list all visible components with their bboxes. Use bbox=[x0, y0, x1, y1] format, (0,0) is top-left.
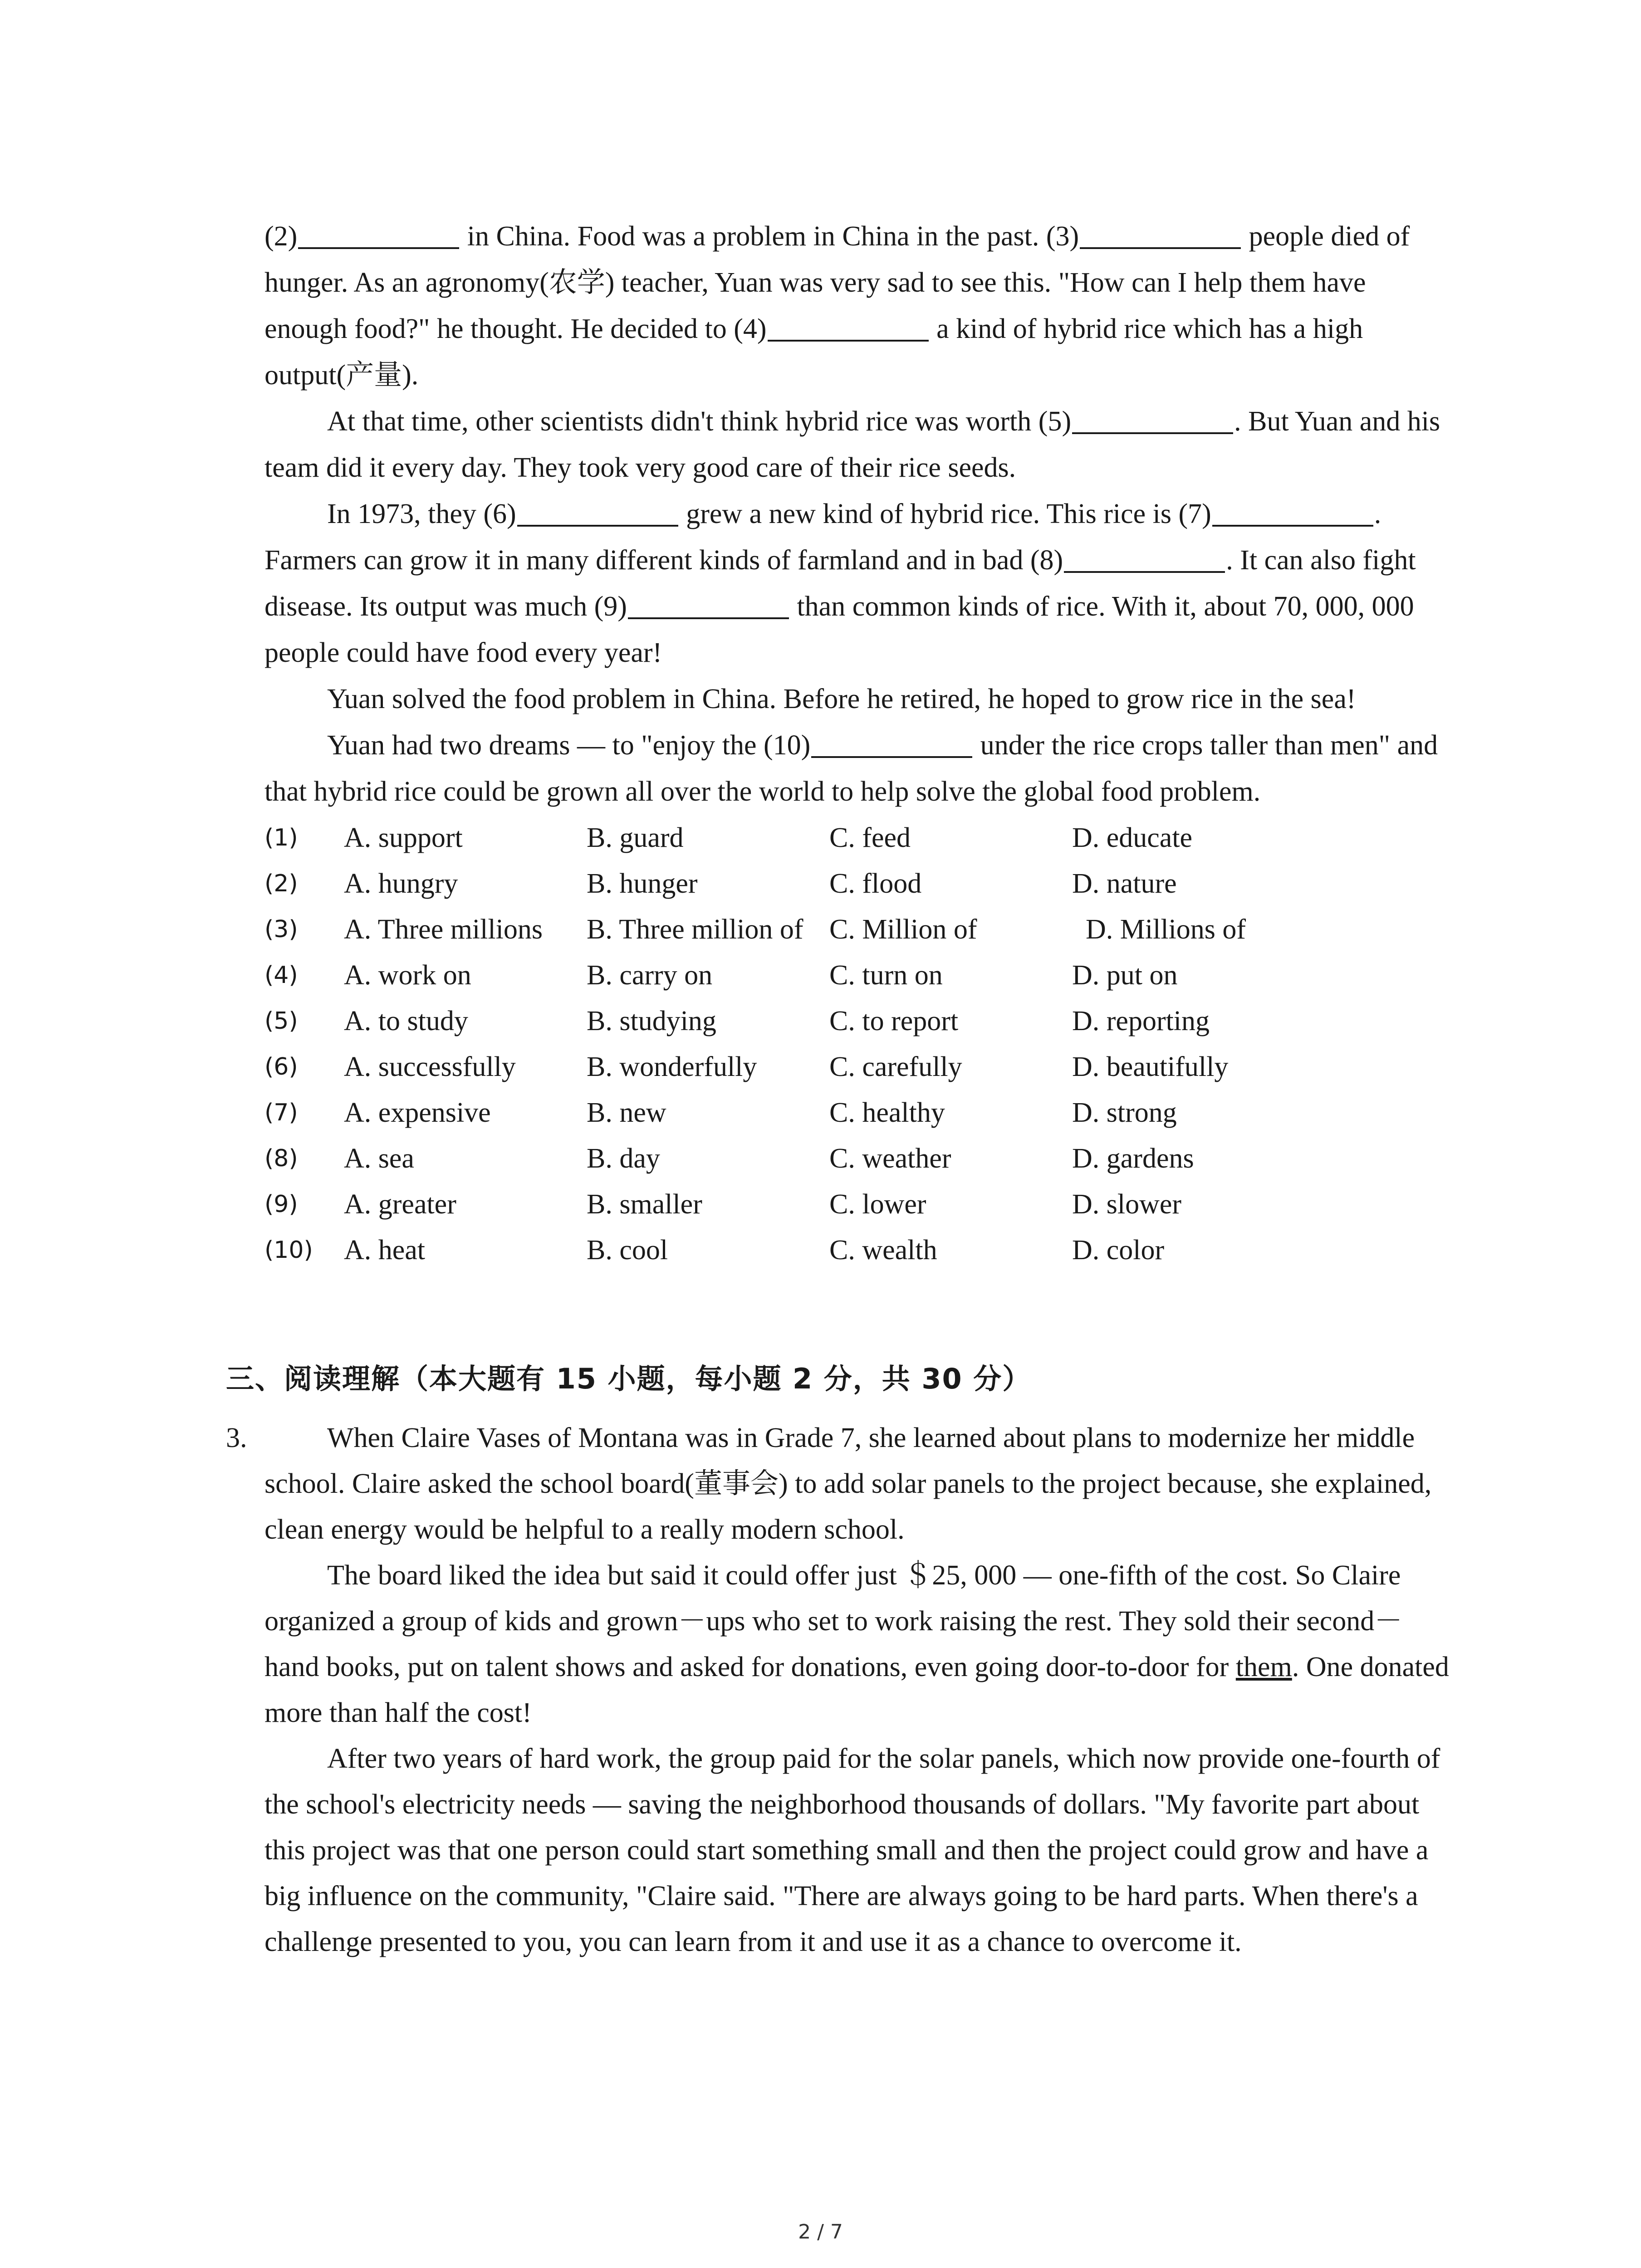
blank-10[interactable] bbox=[811, 729, 972, 758]
option-row: (5) A. to study B. studying C. to report D. reporting bbox=[265, 1005, 1210, 1036]
question-3 bbox=[226, 1415, 1453, 1965]
blank-6[interactable] bbox=[517, 498, 678, 527]
blank-5[interactable] bbox=[1072, 405, 1233, 434]
option-row: (2) A. hungry B. hunger C. flood D. nature bbox=[265, 868, 1177, 899]
question-number: 3. bbox=[226, 1422, 247, 1453]
option-row: (1) A. support B. guard C. feed D. educate bbox=[265, 822, 1193, 853]
blank-3[interactable] bbox=[1080, 220, 1241, 249]
question-3-body bbox=[265, 1415, 1453, 1965]
cloze-passage bbox=[265, 213, 1453, 1273]
passage-paragraph-2: At that time, other scientists didn't think hybrid rice was worth (5) . But Yuan and his team did it every day. They took very good care of their rice seeds. bbox=[265, 406, 1440, 483]
blank-2[interactable] bbox=[298, 220, 459, 249]
passage-paragraph-1: (2) in China. Food was a problem in China in the past. (3) people died of hunger. As an agronomy(农学) teacher, Yuan was very sad to see this. "How can I help them have enough food?" he thought. He decided to (4) a kind of hybrid rice which has a high output(产量). bbox=[265, 221, 1410, 391]
option-row: (10) A. heat B. cool C. wealth D. color bbox=[265, 1234, 1165, 1266]
section-title: 三、阅读理解（本大题有 15 小题，每小题 2 分，共 30 分） bbox=[226, 1362, 1032, 1395]
blank-7[interactable] bbox=[1212, 498, 1373, 527]
page-number: 2 / 7 bbox=[798, 2220, 843, 2244]
q3-paragraph-2: The board liked the idea but said it could offer just ＄25, 000 — one-fifth of the cost. So Claire organized a group of kids and grown－ups who set to work raising the rest. They sold their second－hand books, put on talent shows and asked for donations, even going door-to-door for them. One donated more than half the cost! bbox=[265, 1560, 1449, 1728]
option-row: (7) A. expensive B. new C. healthy D. strong bbox=[265, 1097, 1177, 1128]
blank-8[interactable] bbox=[1064, 544, 1225, 573]
option-row: (3) A. Three millions B. Three million of C. Million of D. Millions of bbox=[265, 914, 1246, 945]
passage-paragraph-5: Yuan had two dreams — to "enjoy the (10) under the rice crops taller than men" and that hybrid rice could be grown all over the world to help solve the global food problem. bbox=[265, 730, 1438, 807]
option-row: (6) A. successfully B. wonderfully C. carefully D. beautifully bbox=[265, 1051, 1229, 1082]
q3-paragraph-3: After two years of hard work, the group paid for the solar panels, which now provide one-fourth of the school's electricity needs — saving the neighborhood thousands of dollars. "My favorite part about this project was that one person could start something small and then the project could grow and have a big influence on the community, "Claire said. "There are always going to be hard parts. When there's a challenge presented to you, you can learn from it and use it as a chance to overcome it. bbox=[265, 1743, 1440, 1957]
option-row: (9) A. greater B. smaller C. lower D. slower bbox=[265, 1188, 1182, 1220]
option-row: (4) A. work on B. carry on C. turn on D. put on bbox=[265, 959, 1178, 991]
passage-paragraph-4: Yuan solved the food problem in China. Before he retired, he hoped to grow rice in the sea! bbox=[327, 684, 1356, 714]
options-table bbox=[265, 815, 1453, 1273]
blank-9[interactable] bbox=[628, 590, 789, 619]
option-row: (8) A. sea B. day C. weather D. gardens bbox=[265, 1143, 1194, 1174]
underlined-word: them bbox=[1235, 1652, 1292, 1682]
q3-paragraph-1: When Claire Vases of Montana was in Grade 7, she learned about plans to modernize her middle school. Claire asked the school board(董事会) to add solar panels to the project because, she explained, clean energy would be helpful to a really modern school. bbox=[265, 1422, 1432, 1545]
blank-4[interactable] bbox=[768, 313, 929, 342]
passage-paragraph-3: In 1973, they (6) grew a new kind of hybrid rice. This rice is (7) . Farmers can grow it in many different kinds of farmland and in bad (8) . It can also fight disease. Its output was much (9) than common kinds of rice. With it, about 70, 000, 000 people could have food every year! bbox=[265, 499, 1416, 668]
